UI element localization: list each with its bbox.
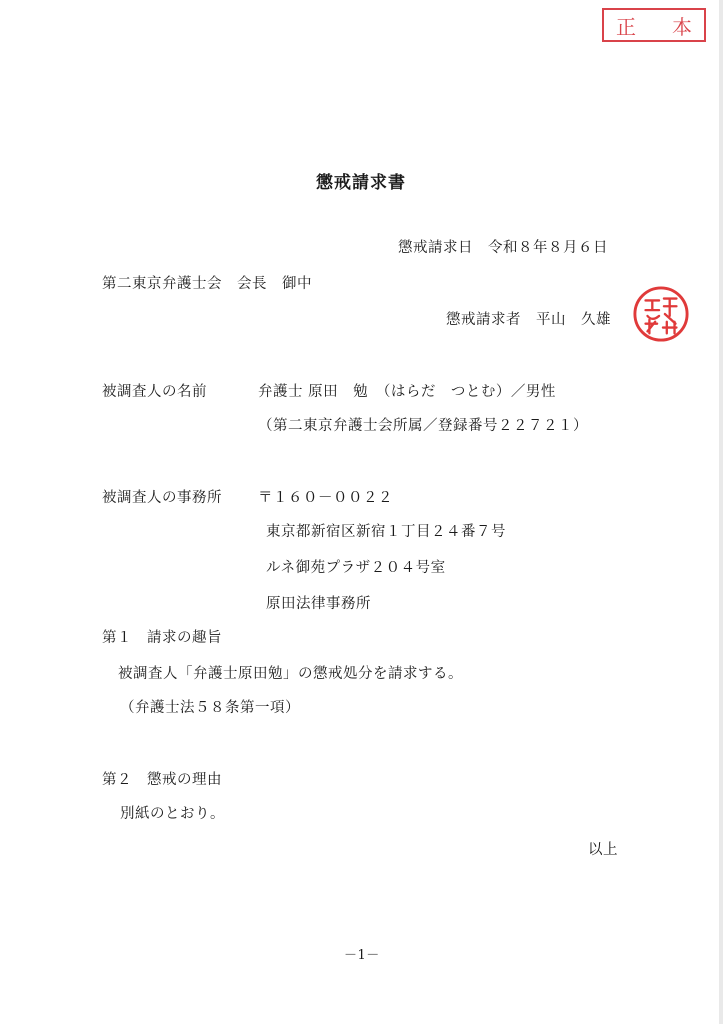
personal-seal-icon (632, 285, 690, 343)
office-postal-code: 〒１６０－００２２ (258, 490, 393, 506)
section1-heading: 第１ 請求の趣旨 (102, 630, 222, 646)
stamp-right-char: 本 (672, 14, 692, 39)
subject-affiliation: （第二東京弁護士会所属／登録番号２２７２１） (258, 418, 588, 434)
page-number: －1－ (344, 948, 380, 963)
subject-name-value: 弁護士 原田 勉 （はらだ つとむ）／男性 (258, 384, 556, 400)
section2-heading: 第２ 懲戒の理由 (102, 772, 222, 788)
stamp-left-char: 正 (616, 14, 636, 39)
addressee: 第二東京弁護士会 会長 御中 (102, 276, 312, 292)
page-edge-shadow (719, 0, 723, 1024)
document-title: 懲戒請求書 (316, 173, 406, 193)
original-copy-stamp (602, 8, 706, 42)
section1-body: 被調査人「弁護士原田勉」の懲戒処分を請求する。 (118, 666, 463, 682)
closing-mark: 以上 (588, 842, 618, 858)
section2-body: 別紙のとおり。 (120, 806, 225, 822)
subject-name-label: 被調査人の名前 (102, 384, 207, 400)
office-address: 東京都新宿区新宿１丁目２４番７号 (266, 524, 506, 540)
office-firm-name: 原田法律事務所 (266, 596, 371, 612)
subject-office-label: 被調査人の事務所 (102, 490, 222, 506)
section1-note: （弁護士法５８条第一項） (120, 700, 300, 716)
request-date: 懲戒請求日 令和８年８月６日 (398, 240, 608, 256)
requester-name: 懲戒請求者 平山 久雄 (446, 312, 611, 328)
office-building: ルネ御苑プラザ２０４号室 (266, 560, 446, 576)
